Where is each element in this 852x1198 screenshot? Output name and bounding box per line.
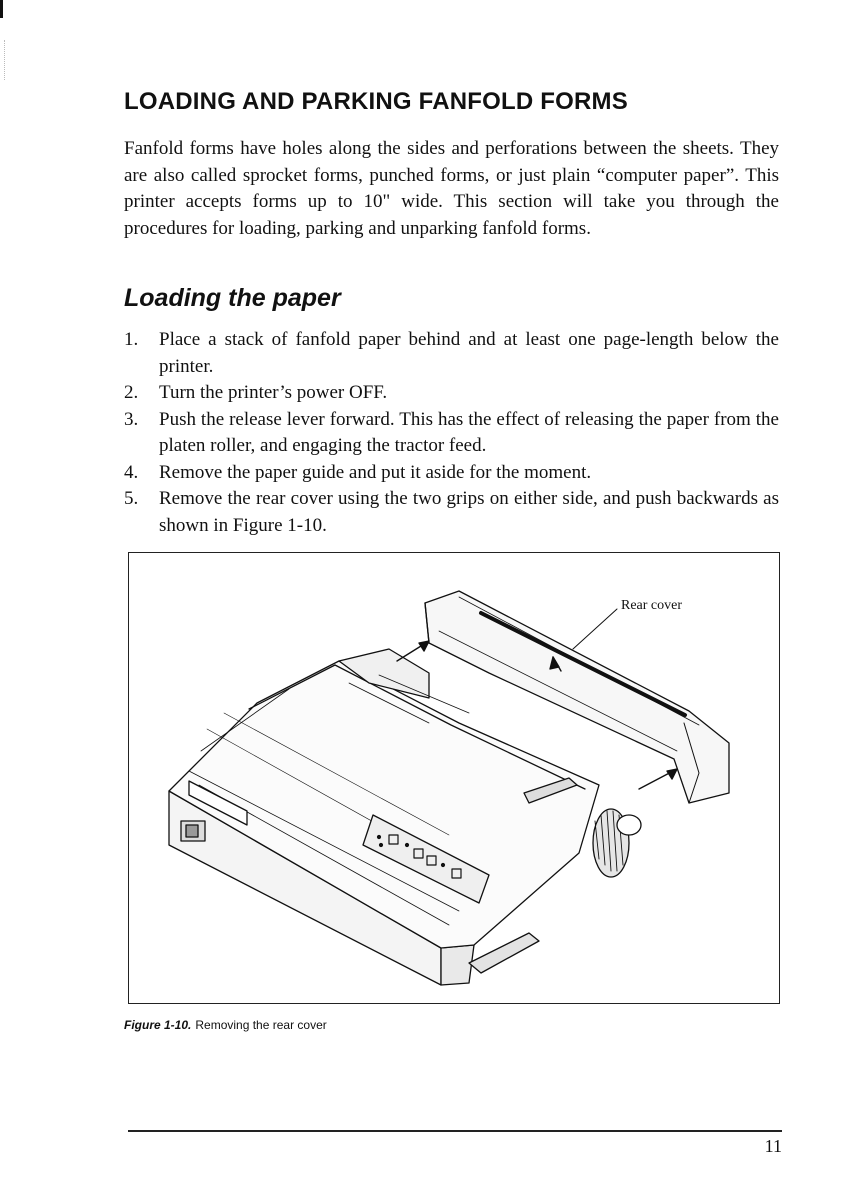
step-item <box>124 327 779 380</box>
intro-paragraph: Fanfold forms have holes along the sides and perforations between the sheets. They are also called sprocket forms, punched forms, or just plain “computer paper”. This printer accepts forms up to 10" wide. This section will take you through the procedures for loading, parking and unparking fanfold forms. <box>124 138 779 239</box>
margin-mark <box>0 0 3 18</box>
step-text: Turn the printer’s power OFF. <box>159 382 388 403</box>
steps-list <box>124 327 779 539</box>
margin-dots <box>4 40 6 80</box>
step-number: 1. <box>124 329 139 350</box>
caption-label: Figure 1-10. <box>124 1018 192 1032</box>
callout-leader <box>573 609 617 649</box>
step-number: 4. <box>124 461 139 483</box>
step-item <box>124 486 779 539</box>
rear-cover-label: Rear cover <box>621 598 683 613</box>
step-number: 3. <box>124 408 139 430</box>
step-text: Push the release lever forward. This has the effect of releasing the paper from the platen roller, and engaging the tractor feed. <box>159 408 779 456</box>
printer-front <box>441 945 474 985</box>
step-number: 2. <box>124 382 139 403</box>
caption-text: Removing the rear cover <box>195 1018 327 1032</box>
step-number: 5. <box>124 488 139 509</box>
step-text: Remove the rear cover using the two grips on either side, and push backwards as shown in Figure 1-10. <box>159 488 779 536</box>
figure-caption <box>124 1018 327 1032</box>
step-text: Remove the paper guide and put it aside for the moment. <box>159 461 592 483</box>
step-item <box>124 460 779 487</box>
section-title: LOADING AND PARKING FANFOLD FORMS <box>124 88 628 115</box>
step-item <box>124 407 779 460</box>
platen-knob <box>593 809 641 877</box>
step-text: Place a stack of fanfold paper behind and at least one page-length below the printer. <box>159 329 779 377</box>
figure-frame <box>128 552 780 1004</box>
footer-rule <box>128 1130 782 1132</box>
subsection-title: Loading the paper <box>124 284 341 312</box>
step-item <box>124 380 779 407</box>
page-number: 11 <box>764 1136 782 1156</box>
printer-illustration <box>129 553 781 1005</box>
